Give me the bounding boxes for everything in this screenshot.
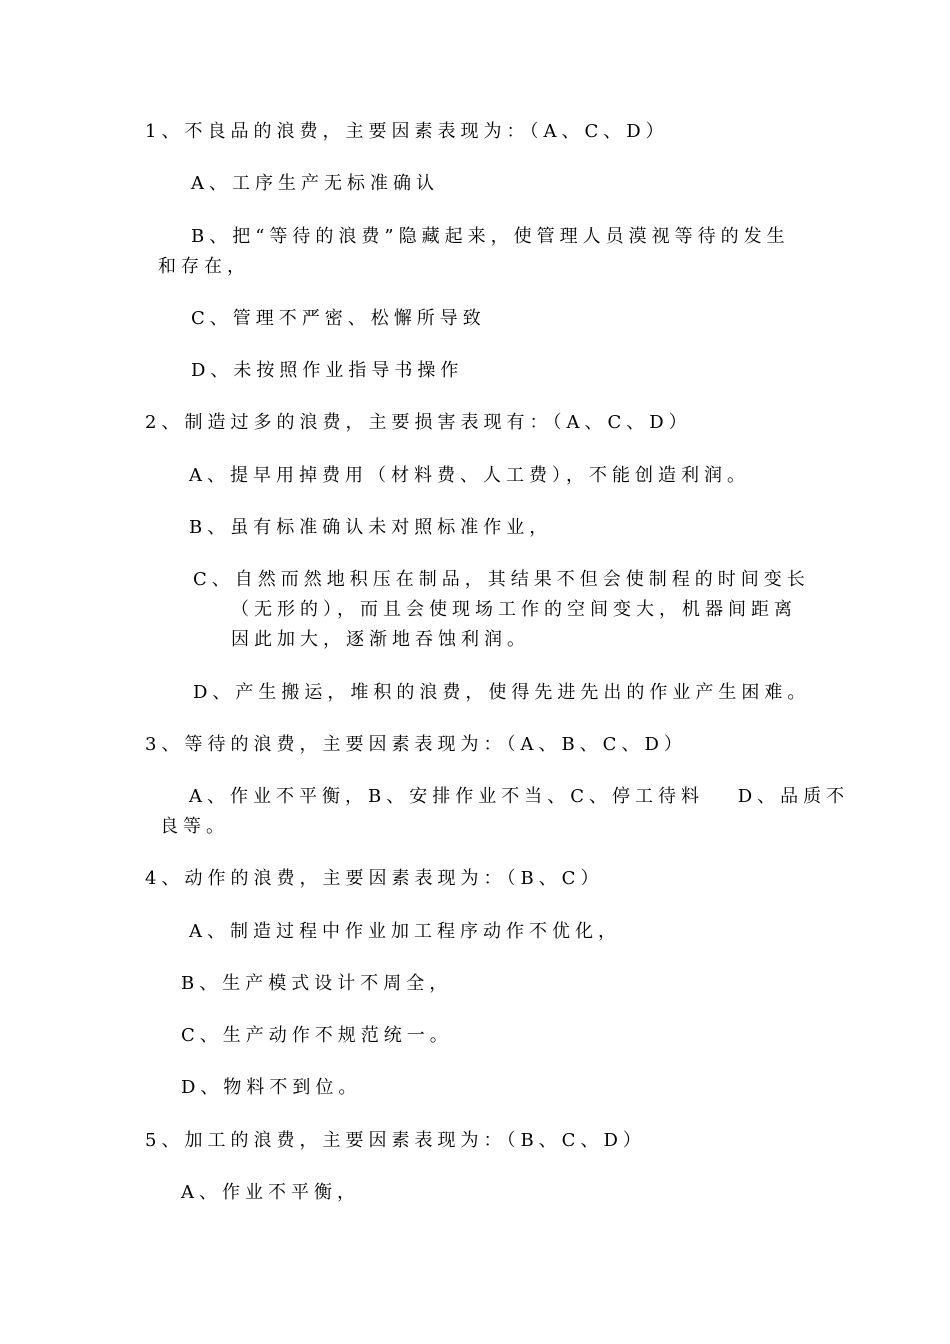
question-4-option-c: C、生产动作不规范统一。 <box>181 1025 453 1046</box>
question-2-option-d: D、产生搬运，堆积的浪费，使得先进先出的作业产生困难。 <box>193 682 811 703</box>
question-3: 3、等待的浪费，主要因素表现为：（A、B、C、D） <box>145 734 687 755</box>
question-1-option-b: B、把“等待的浪费”隐藏起来，使管理人员漠视等待的发生 <box>191 226 790 247</box>
question-4-option-a: A、制造过程中作业加工程序动作不优化， <box>189 921 621 942</box>
question-2-option-b: B、虽有标准确认未对照标准作业， <box>189 517 553 538</box>
question-1-option-c: C、管理不严密、松懈所导致 <box>191 308 486 329</box>
question-1-option-d: D、未按照作业指导书操作 <box>191 360 464 381</box>
question-2-option-a: A、提早用掉费用（材料费、人工费），不能创造利润。 <box>189 465 750 486</box>
question-4-option-d: D、物料不到位。 <box>181 1077 362 1098</box>
question-2: 2、制造过多的浪费，主要损害表现有：（A、C、D） <box>145 412 692 433</box>
question-4: 4、动作的浪费，主要因素表现为：（B、C） <box>145 868 604 889</box>
question-2-option-c-continuation-1: （无形的），而且会使现场工作的空间变大，机器间距离 <box>231 599 797 620</box>
question-1: 1、不良品的浪费，主要因素表现为：（A、C、D） <box>145 121 669 142</box>
question-5-option-a: A、作业不平衡， <box>181 1182 360 1203</box>
question-2-option-c-continuation-2: 因此加大，逐渐地吞蚀利润。 <box>231 629 530 650</box>
question-5: 5、加工的浪费，主要因素表现为：（B、C、D） <box>145 1130 646 1151</box>
question-3-options: A、作业不平衡，B、安排作业不当、C、停工待料 D、品质不 <box>189 786 850 807</box>
question-4-option-b: B、生产模式设计不周全， <box>181 973 453 994</box>
question-3-options-continuation: 良等。 <box>160 816 229 837</box>
question-1-option-a: A、工序生产无标准确认 <box>191 173 439 194</box>
question-1-option-b-continuation: 和存在， <box>158 256 250 277</box>
question-2-option-c: C、自然而然地积压在制品，其结果不但会使制程的时间变长 <box>193 569 810 590</box>
